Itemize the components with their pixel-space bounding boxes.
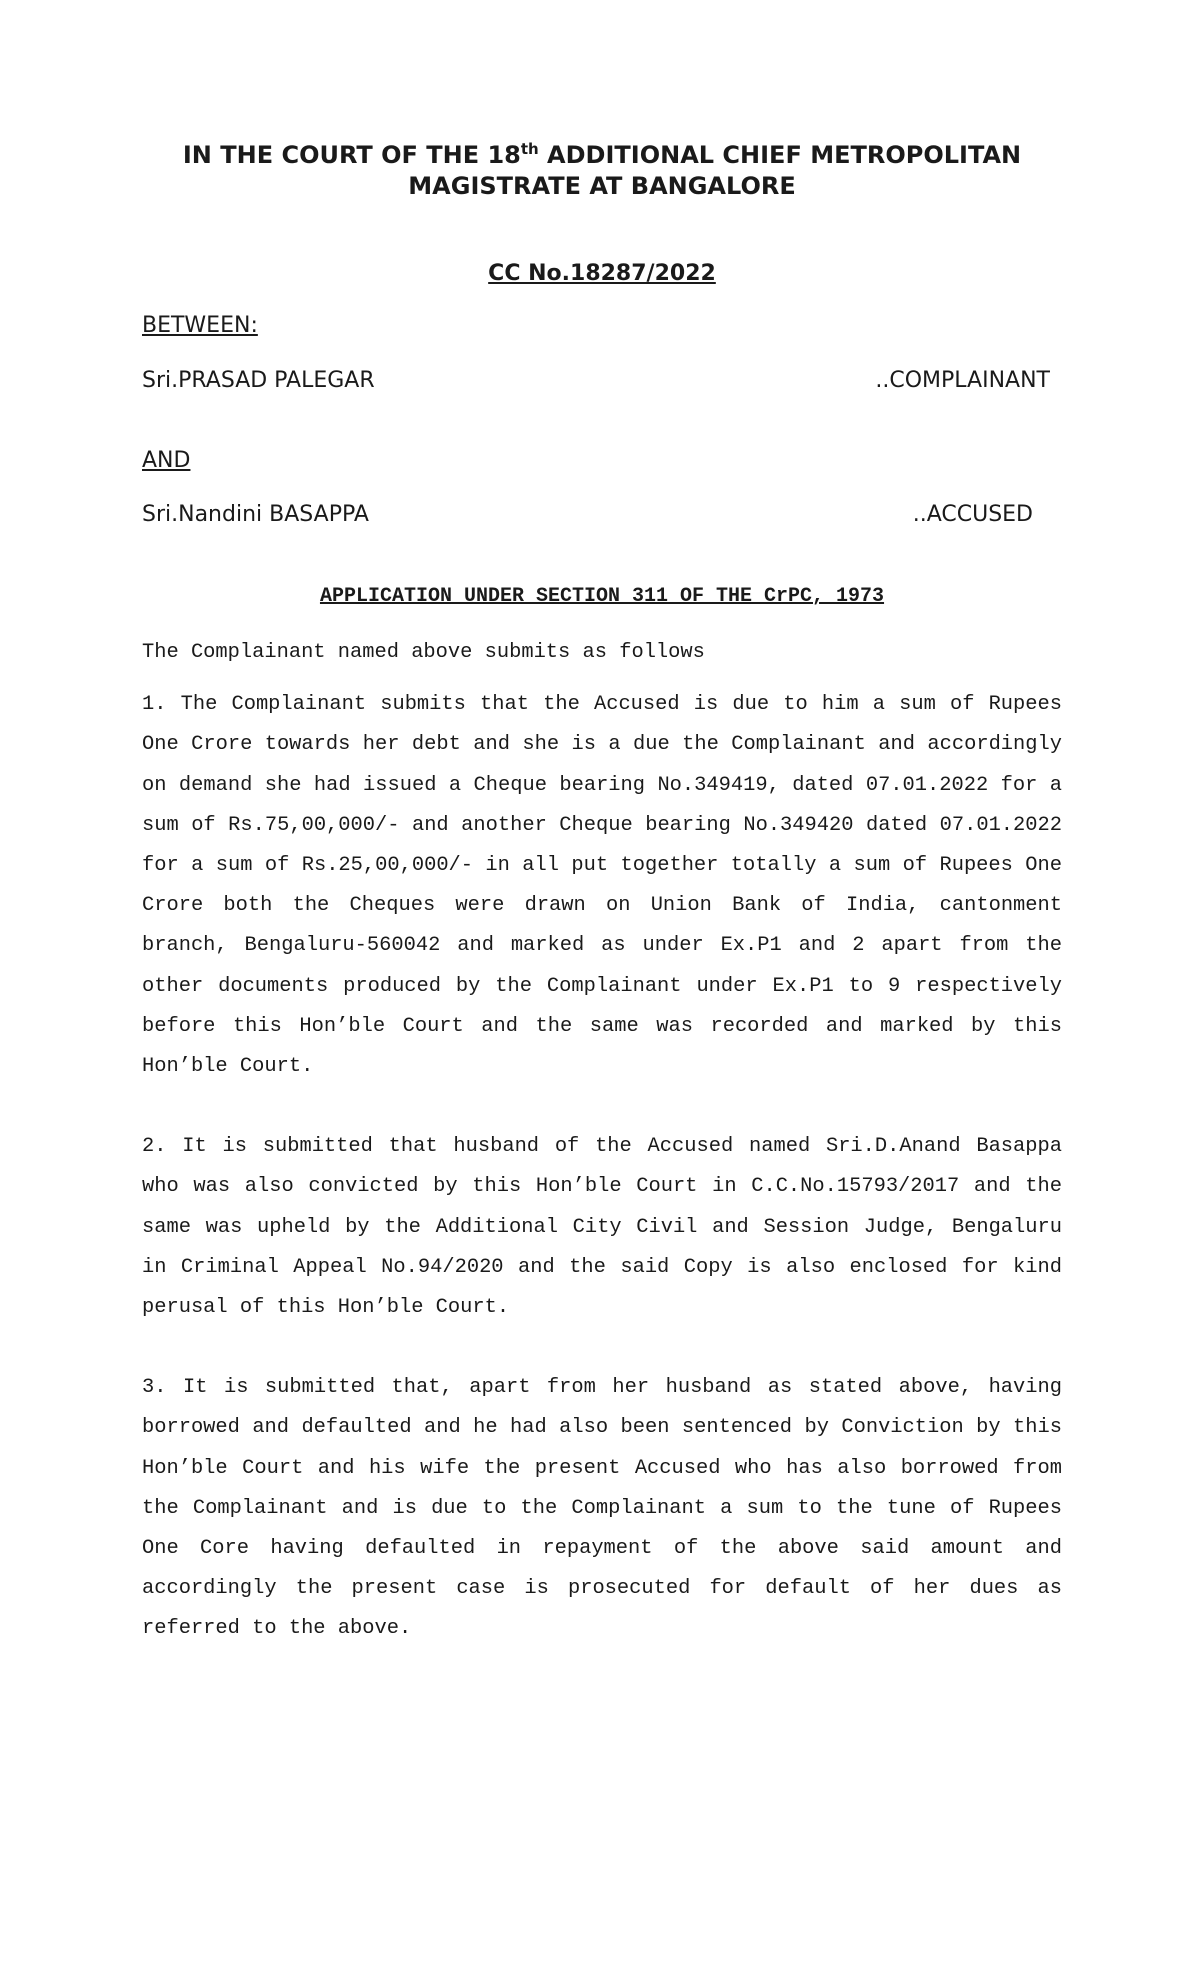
- document-page: [142, 140, 1062, 1650]
- court-ordinal-suffix: th: [520, 140, 539, 158]
- paragraph-1: 1. The Complainant submits that the Accused is due to him a sum of Rupees One Crore towards her debt and she is a due the Complainant and accordingly on demand she had issued a Cheque bearing No.349419, dated 07.01.2022 for a sum of Rs.75,00,000/- and another Cheque bearing No.349420 dated 07.01.2022 for a sum of Rs.25,00,000/- in all put together totally a sum of Rupees One Crore both the Cheques were drawn on Union Bank of India, cantonment branch, Bengaluru-560042 and marked as under Ex.P1 and 2 apart from the other documents produced by the Complainant under Ex.P1 to 9 respectively before this Hon’ble Court and the same was recorded and marked by this Hon’ble Court.: [142, 693, 1062, 1079]
- court-title-line1-end: ADDITIONAL CHIEF METROPOLITAN: [538, 141, 1022, 169]
- between-label: BETWEEN:: [142, 313, 258, 338]
- accused-row: [142, 501, 1062, 529]
- paragraph-3: 3. It is submitted that, apart from her husband as stated above, having borrowed and defaulted and he had also been sentenced by Conviction by this Hon’ble Court and his wife the present Accused who has also borrowed from the Complainant and is due to the Complainant a sum to the tune of Rupees One Core having defaulted in repayment of the above said amount and accordingly the present case is prosecuted for default of her dues as referred to the above.: [142, 1376, 1062, 1641]
- court-title: [142, 140, 1062, 202]
- application-title: APPLICATION UNDER SECTION 311 OF THE CrPC, 1973: [319, 585, 885, 608]
- accused-role: ..ACCUSED: [912, 502, 1033, 527]
- accused-name: Sri.Nandini BASAPPA: [142, 502, 369, 527]
- complainant-row: [142, 367, 1062, 395]
- paragraph-2: 2. It is submitted that husband of the Accused named Sri.D.Anand Basappa who was also convicted by this Hon’ble Court in C.C.No.15793/2017 and the same was upheld by the Additional City Civil and Session Judge, Bengaluru in Criminal Appeal No.94/2020 and the said Copy is also enclosed for kind perusal of this Hon’ble Court.: [142, 1135, 1062, 1320]
- and-label: AND: [142, 448, 191, 473]
- court-title-line1-start: IN THE COURT OF THE 18: [182, 141, 521, 169]
- court-title-line2: MAGISTRATE AT BANGALORE: [408, 172, 796, 200]
- intro-statement: The Complainant named above submits as follows: [142, 641, 705, 664]
- complainant-name: Sri.PRASAD PALEGAR: [142, 368, 375, 393]
- case-number: CC No.18287/2022: [488, 261, 716, 286]
- complainant-role: ..COMPLAINANT: [875, 368, 1050, 393]
